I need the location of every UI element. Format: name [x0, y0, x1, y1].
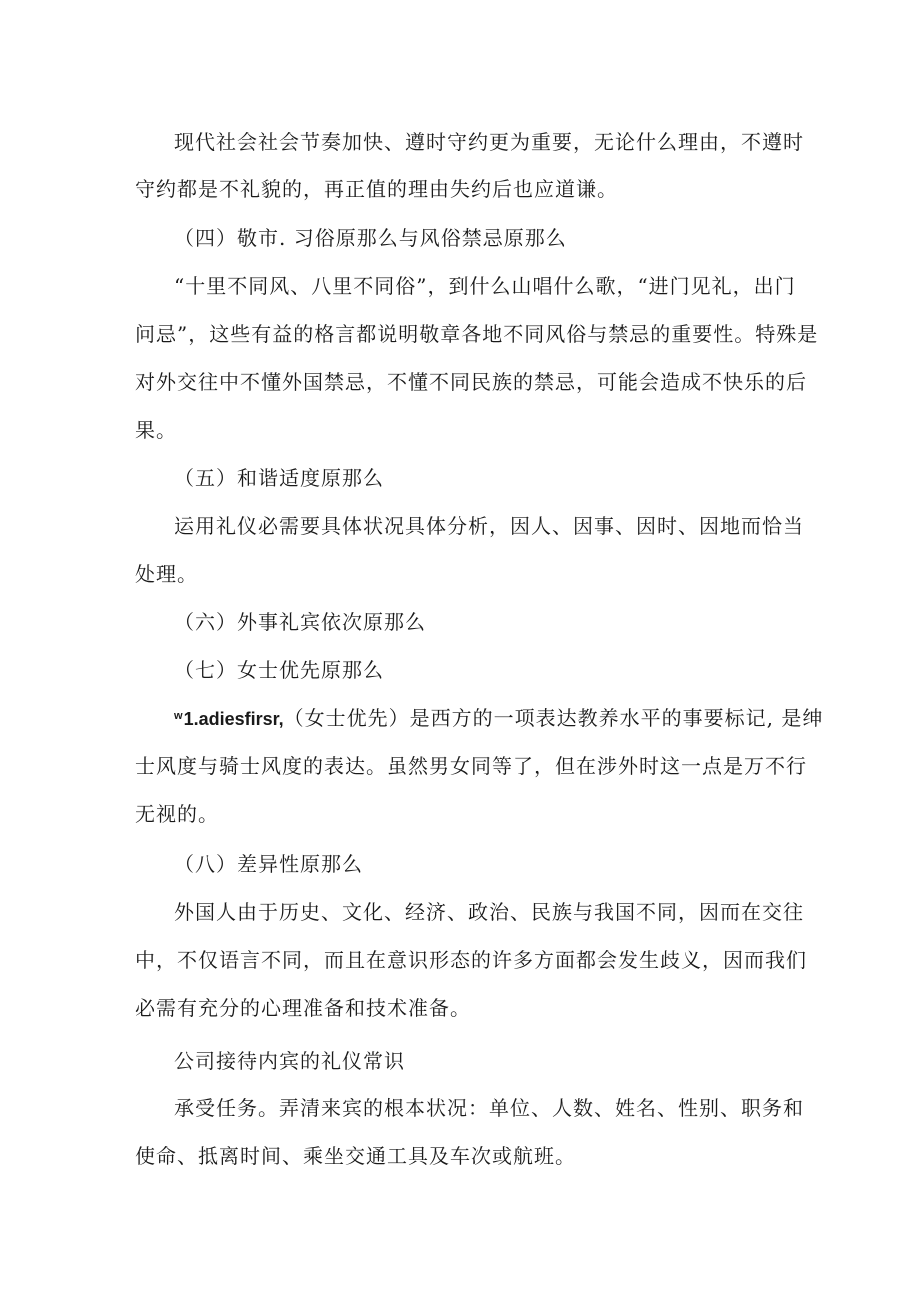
superscript-mark: w — [174, 710, 184, 722]
section-heading-7: （七）女士优先原那么 — [174, 658, 384, 682]
paragraph-line: 处理。 — [135, 562, 198, 586]
paragraph-line: 中，不仅语言不同，而且在意识形态的许多方面都会发生歧义，因而我们 — [135, 948, 807, 972]
section-title: 公司接待内宾的礼仪常识 — [174, 1049, 405, 1073]
paragraph-line: 守约都是不礼貌的，再正值的理由失约后也应道谦。 — [135, 177, 618, 201]
paragraph-line: 现代社会社会节奏加快、遵时守约更为重要，无论什么理由，不遵时 — [174, 130, 804, 154]
paragraph-line: 问忌”，这些有益的格言都说明敬章各地不同风俗与禁忌的重要性。特殊是 — [135, 322, 819, 346]
paragraph-line: 对外交往中不懂外国禁忌，不懂不同民族的禁忌，可能会造成不快乐的后 — [135, 370, 807, 394]
section-heading-4: （四）敬市. 习俗原那么与风俗禁忌原那么 — [174, 226, 567, 250]
section-heading-6: （六）外事礼宾依次原那么 — [174, 610, 426, 634]
paragraph-line: 外国人由于历史、文化、经济、政治、民族与我国不同，因而在交往 — [174, 900, 804, 924]
paragraph-line: 运用礼仪必需要具体状况具体分析，因人、因事、因时、因地而恰当 — [174, 514, 804, 538]
line-text: （女士优先）是西方的一项表达教养水平的事要标记, 是绅 — [283, 706, 824, 730]
paragraph-line — [174, 702, 920, 731]
latin-term: 1.adiesfirsr, — [183, 709, 284, 729]
paragraph-line: 无视的。 — [135, 802, 219, 826]
paragraph-line: 果。 — [135, 418, 177, 442]
paragraph-line: “十里不同风、八里不同俗”，到什么山唱什么歌，“进门见礼，出门 — [174, 274, 796, 298]
paragraph-line: 承受任务。弄清来宾的根本状况：单位、人数、姓名、性别、职务和 — [174, 1096, 804, 1120]
paragraph-line: 士风度与骑士风度的表达。虽然男女同等了，但在涉外时这一点是万不行 — [135, 754, 807, 778]
paragraph-line: 使命、抵离时间、乘坐交通工具及车次或航班。 — [135, 1144, 576, 1168]
paragraph-line: 必需有充分的心理准备和技术准备。 — [135, 996, 471, 1020]
section-heading-5: （五）和谐适度原那么 — [174, 466, 384, 490]
section-heading-8: （八）差异性原那么 — [174, 852, 363, 876]
